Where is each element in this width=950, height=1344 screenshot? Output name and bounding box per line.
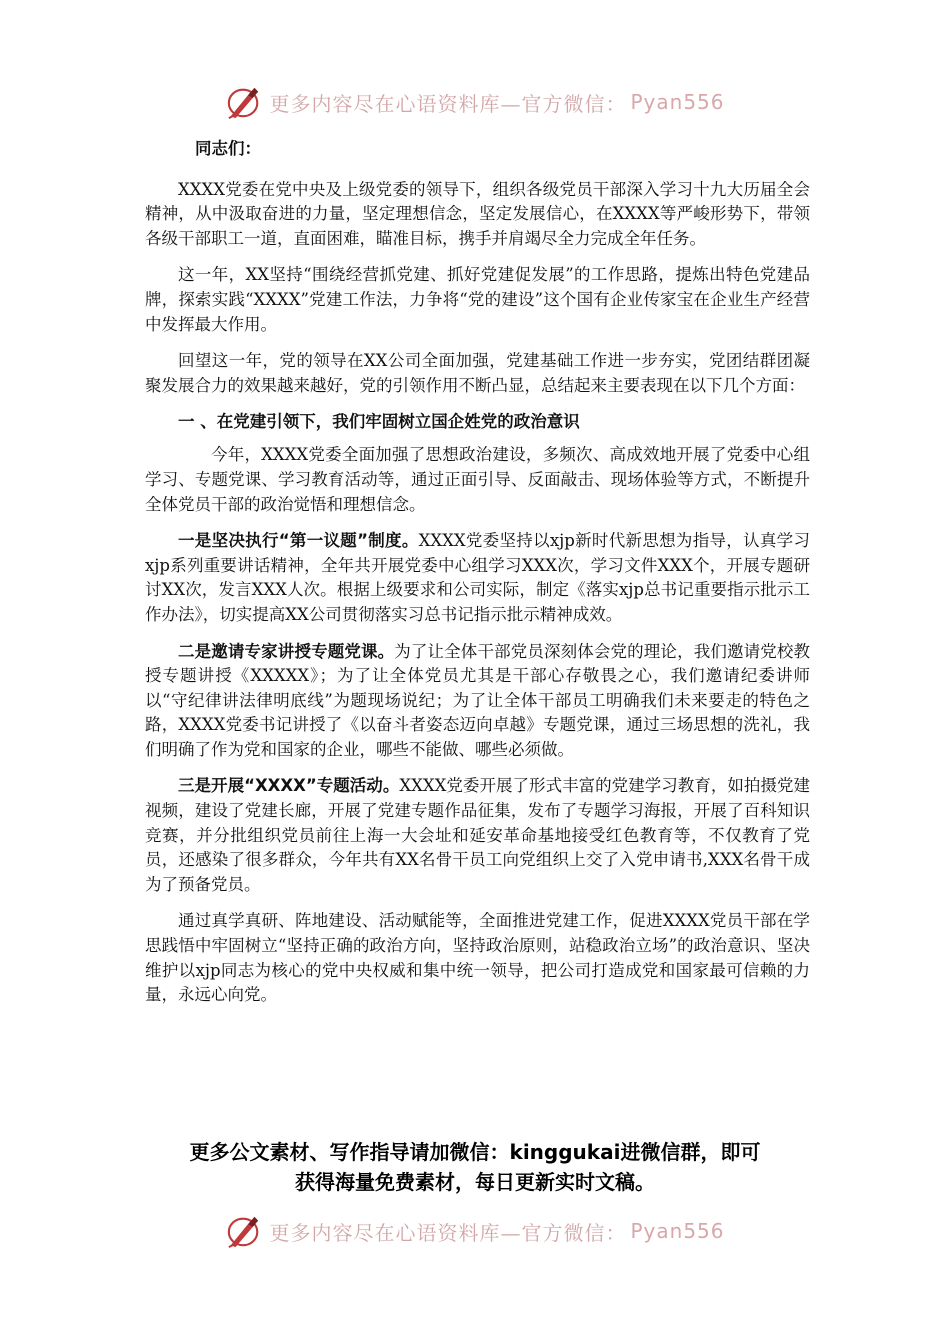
section-intro: 今年，XXXX党委全面加强了思想政治建设，多频次、高成效地开展了党委中心组学习、专题党课、学习教育活动等，通过正面引导、反面敲击、现场体验等方式，不断提升全体党员干部的政治觉悟和理想信念。 xyxy=(145,445,810,514)
header-watermark-banner xyxy=(0,82,950,122)
banner-wechat-id: Pyan556 xyxy=(630,1219,725,1243)
point-lead-1: 一是坚决执行“第一议题”制度。 xyxy=(178,531,419,551)
pen-logo-icon xyxy=(225,1213,263,1249)
promo-notice xyxy=(140,1137,810,1197)
point-paragraph-2 xyxy=(145,640,810,763)
greeting: 同志们： xyxy=(195,139,261,158)
banner-wechat-id: Pyan556 xyxy=(630,90,725,114)
pen-logo-icon xyxy=(225,84,263,120)
banner-text: 更多内容尽在心语资料库—官方微信： xyxy=(269,91,627,116)
document-body xyxy=(145,137,810,1020)
point-text-2: 为了让全体干部党员深刻体会党的理论，我们邀请党校教授专题讲授《XXXXX》；为了让全体党员尤其是干部心存敬畏之心，我们邀请纪委讲师以“守纪律讲法律明底线”为题现场说纪；为了让全体干部员工明确我们未来要走的特色之路，XXXX党委书记讲授了《以奋斗者姿态迈向卓越》专题党课，通过三场思想的洗礼，我们明确了作为党和国家的企业，哪些不能做、哪些必须做。 xyxy=(145,641,811,759)
point-lead-3: 三是开展“XXXX”专题活动。 xyxy=(178,776,400,796)
promo-line-2: 获得海量免费素材，每日更新实时文稿。 xyxy=(295,1170,655,1194)
intro-paragraph-2: 这一年，XX坚持“围绕经营抓党建、抓好党建促发展”的工作思路，提炼出特色党建品牌，探索实践“XXXX”党建工作法，力争将“党的建设”这个国有企业传家宝在企业生产经营中发挥最大作用。 xyxy=(145,265,810,334)
intro-paragraph-1: XXXX党委在党中央及上级党委的领导下，组织各级党员干部深入学习十九大历届全会精神，从中汲取奋进的力量，坚定理想信念，坚定发展信心，在XXXX等严峻形势下，带领各级干部职工一道，直面困难，瞄准目标，携手并肩竭尽全力完成全年任务。 xyxy=(145,179,810,248)
section-heading-1: 一 、在党建引领下，我们牢固树立国企姓党的政治意识 xyxy=(178,412,580,432)
banner-text: 更多内容尽在心语资料库—官方微信： xyxy=(269,1220,627,1245)
point-text-3: XXXX党委开展了形式丰富的党建学习教育，如拍摄党建视频，建设了党建长廊，开展了党建专题作品征集，发布了专题学习海报，开展了百科知识竞赛，并分批组织党员前往上海一大会址和延安革命基地接受红色教育等，不仅教育了党员，还感染了很多群众，今年共有XX名骨干员工向党组织上交了入党申请书,XXX名骨干成为了预备党员。 xyxy=(145,776,810,894)
promo-line-1: 更多公文素材、写作指导请加微信：kinggukai进微信群，即可 xyxy=(189,1140,761,1164)
point-text-1: XXXX党委坚持以xjp新时代新思想为指导，认真学习xjp系列重要讲话精神，全年共开展党委中心组学习XXX次，学习文件XXX个，开展专题研讨XX次，发言XXX人次。根据上级要求和公司实际，制定《落实xjp总书记重要指示批示工作办法》，切实提高XX公司贯彻落实习总书记指示批示精神成效。 xyxy=(145,531,810,624)
footer-watermark-banner xyxy=(0,1211,950,1251)
conclusion-paragraph: 通过真学真研、阵地建设、活动赋能等，全面推进党建工作，促进XXXX党员干部在学思践悟中牢固树立“坚持正确的政治方向，坚持政治原则，站稳政治立场”的政治意识、坚决维护以xjp同志为核心的党中央权威和集中统一领导，把公司打造成党和国家最可信赖的力量，永远心向党。 xyxy=(145,911,810,1005)
point-paragraph-3 xyxy=(145,774,810,897)
point-paragraph-1 xyxy=(145,529,810,627)
point-lead-2: 二是邀请专家讲授专题党课。 xyxy=(178,641,395,661)
intro-paragraph-3: 回望这一年，党的领导在XX公司全面加强，党建基础工作进一步夯实，党团结群团凝聚发展合力的效果越来越好，党的引领作用不断凸显，总结起来主要表现在以下几个方面： xyxy=(145,351,810,395)
